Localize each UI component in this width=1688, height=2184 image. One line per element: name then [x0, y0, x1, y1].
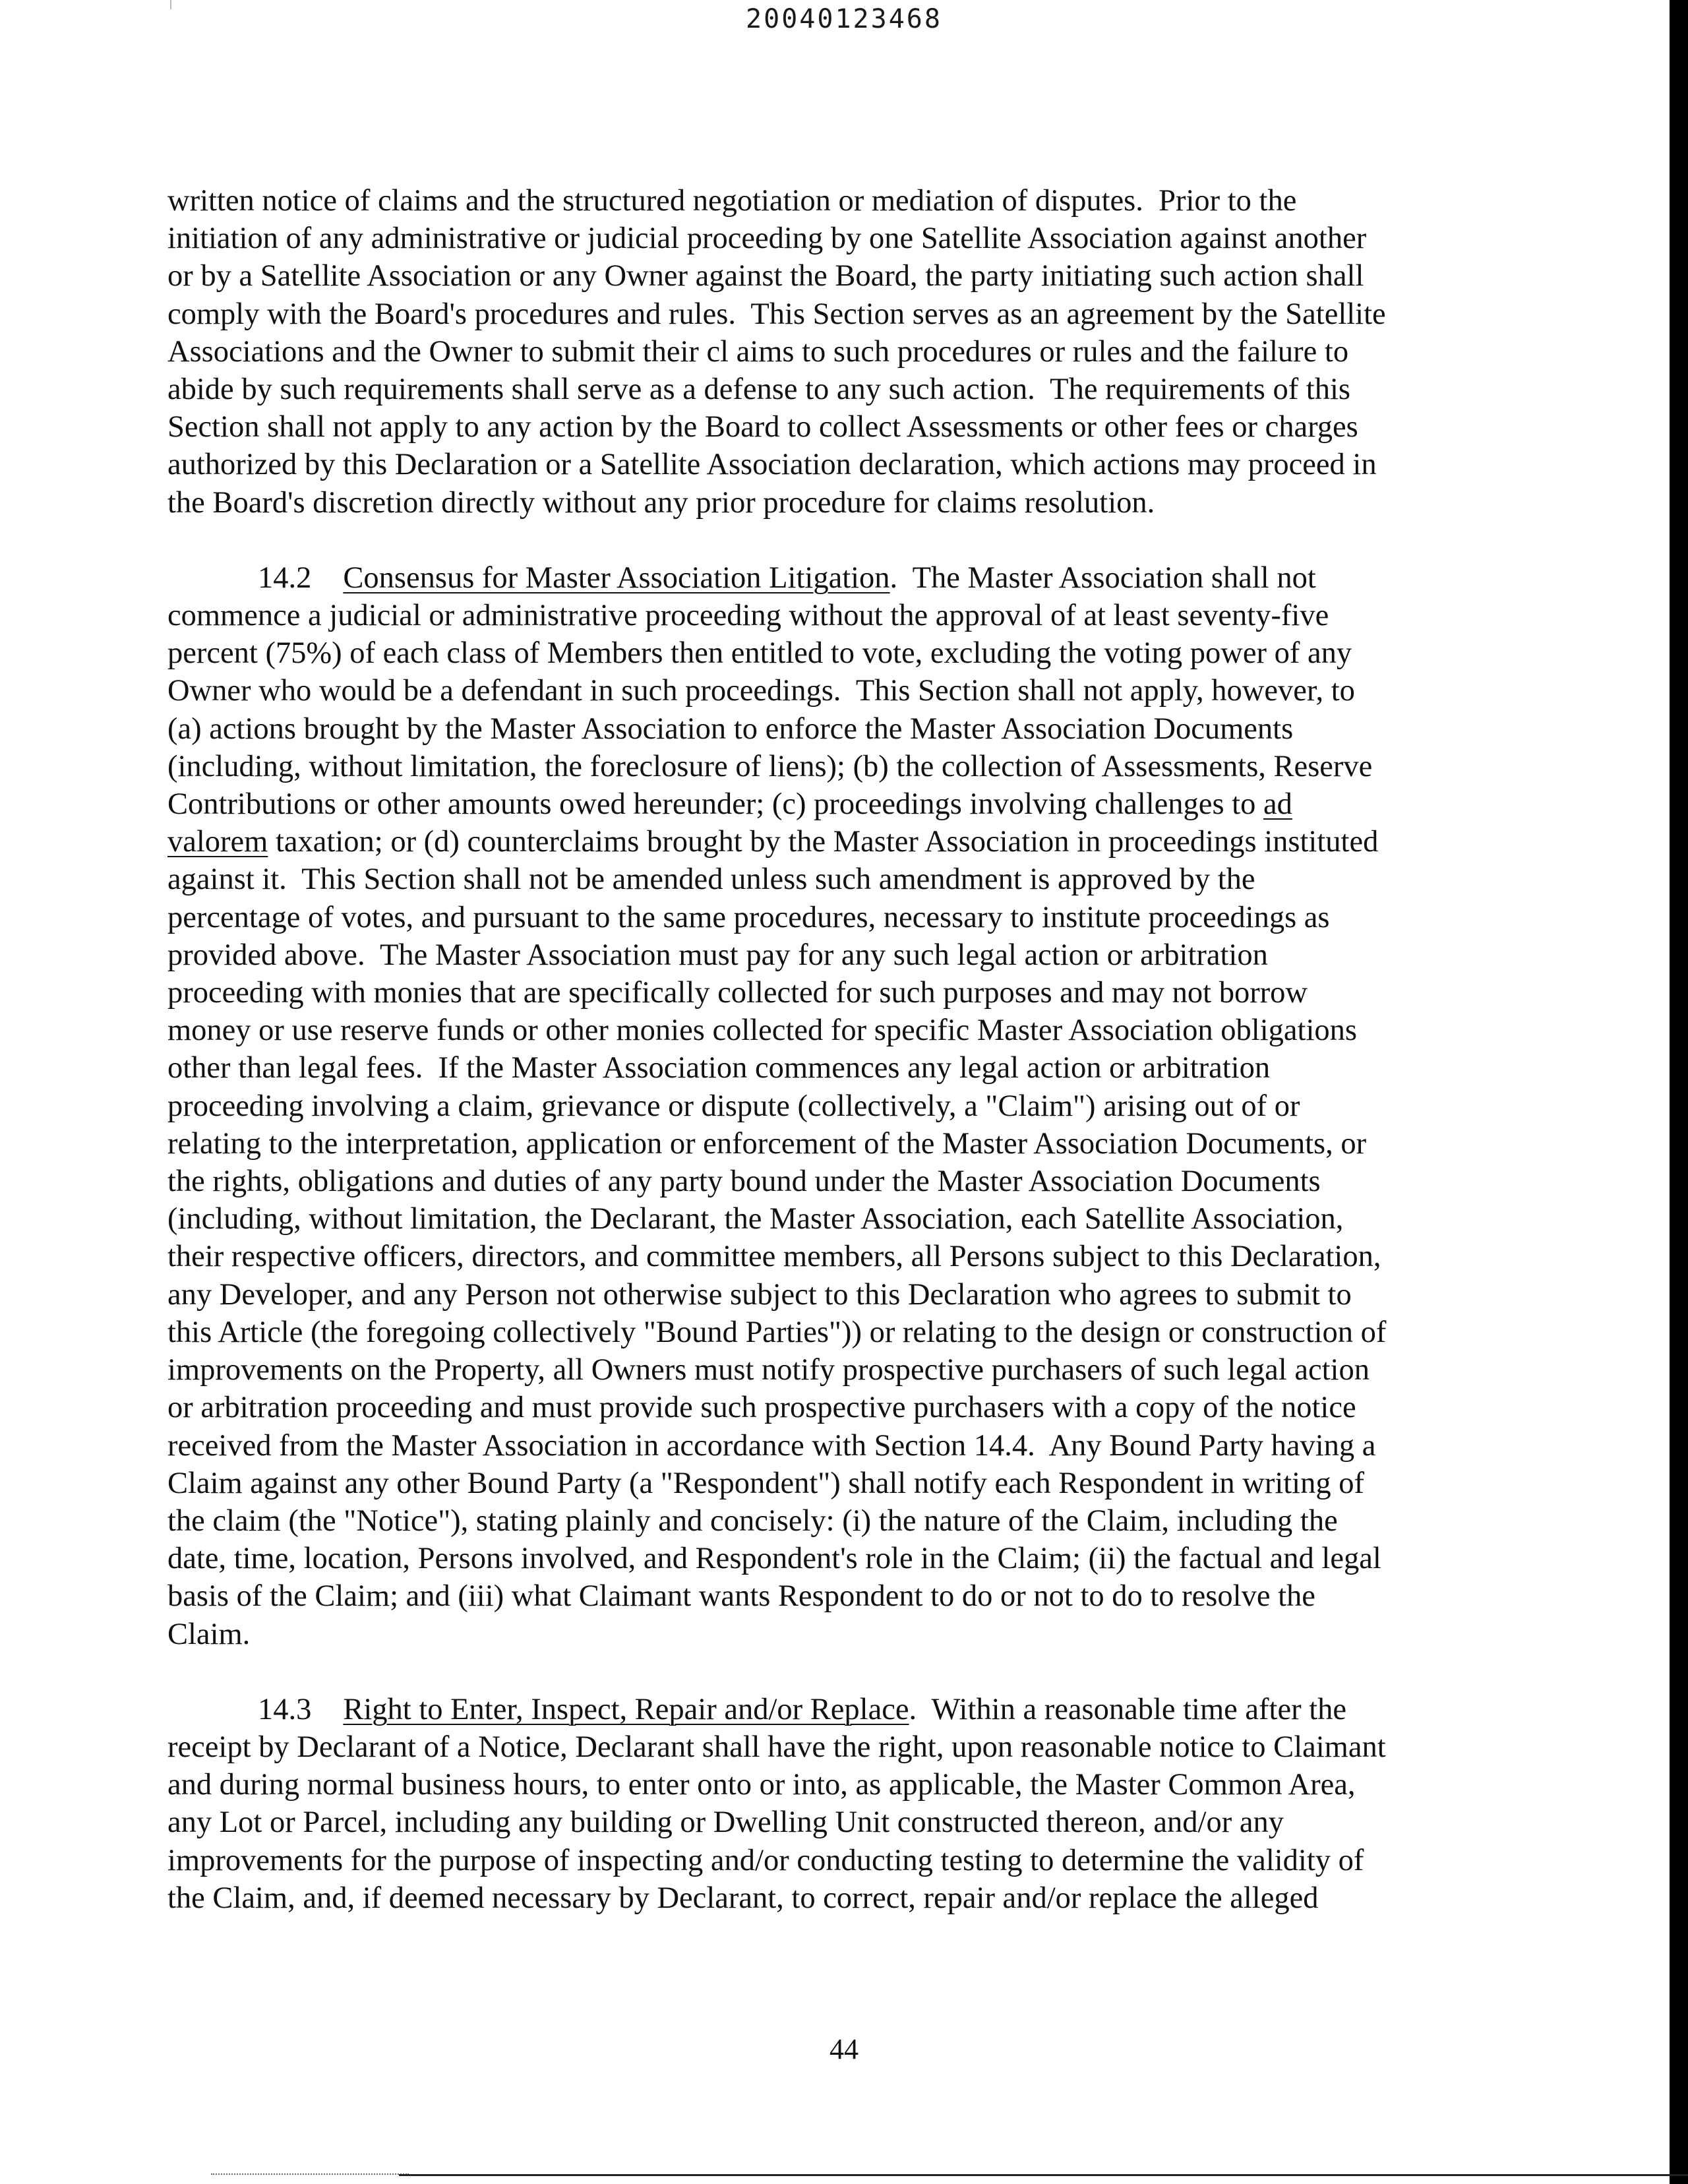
- scan-artifact-dots: [211, 2173, 409, 2177]
- text-line: or by a Satellite Association or any Owner against the Board, the party initiating such action shall: [167, 259, 1364, 293]
- text-line: improvements for the purpose of inspecting and/or conducting testing to determine the validity of: [167, 1843, 1364, 1877]
- text-line: any Lot or Parcel, including any building or Dwelling Unit constructed thereon, and/or any: [167, 1805, 1284, 1840]
- document-number: 20040123468: [746, 4, 942, 34]
- scan-edge-border: [1670, 0, 1688, 2184]
- section-first-line: [167, 559, 1493, 597]
- text-line: the Claim, and, if deemed necessary by Declarant, to correct, repair and/or replace the alleged: [167, 1881, 1319, 1915]
- text-line: basis of the Claim; and (iii) what Claimant wants Respondent to do or not to do to resolve the: [167, 1579, 1315, 1614]
- text-line: percentage of votes, and pursuant to the same procedures, necessary to institute proceedings as: [167, 900, 1330, 934]
- section-heading: Right to Enter, Inspect, Repair and/or Replace: [343, 1692, 909, 1726]
- section-heading: Consensus for Master Association Litigation: [343, 561, 890, 595]
- text-line: the rights, obligations and duties of any party bound under the Master Association Documents: [167, 1165, 1321, 1199]
- text-line: received from the Master Association in accordance with Section 14.4. Any Bound Party having a: [167, 1428, 1376, 1463]
- text-line: commence a judicial or administrative proceeding without the approval of at least seventy-five: [167, 599, 1329, 633]
- text-line: against it. This Section shall not be amended unless such amendment is approved by the: [167, 863, 1255, 897]
- text-line: comply with the Board's procedures and rules. This Section serves as an agreement by the Satellite: [167, 297, 1386, 331]
- text-line: money or use reserve funds or other monies collected for specific Master Association obligations: [167, 1014, 1357, 1048]
- text-line: percent (75%) of each class of Members then entitled to vote, excluding the voting power of any: [167, 636, 1352, 671]
- text-line: this Article (the foregoing collectively "Bound Parties")) or relating to the design or construction of: [167, 1315, 1387, 1349]
- section-14-2: [167, 559, 1493, 1653]
- page-number: 44: [829, 2033, 859, 2065]
- text-line: authorized by this Declaration or a Satellite Association declaration, which actions may proceed in: [167, 448, 1377, 482]
- section-number: 14.2: [258, 561, 312, 595]
- text-segment: Contributions or other amounts owed hereunder; (c) proceedings involving challenges to: [167, 787, 1263, 822]
- section-first-line: [167, 1691, 1493, 1728]
- text-line: proceeding involving a claim, grievance or dispute (collectively, a "Claim") arising out of or: [167, 1089, 1300, 1123]
- text-line: relating to the interpretation, application or enforcement of the Master Association Documents, or: [167, 1126, 1367, 1161]
- text-line: Claim.: [167, 1617, 251, 1651]
- section-14-3: [167, 1691, 1493, 1917]
- scan-bottom-line: [399, 2174, 1688, 2176]
- text-line: the claim (the "Notice"), stating plainly and concisely: (i) the nature of the Claim, including the: [167, 1503, 1338, 1538]
- text-line: (including, without limitation, the Declarant, the Master Association, each Satellite Association,: [167, 1202, 1344, 1236]
- text-line: receipt by Declarant of a Notice, Declarant shall have the right, upon reasonable notice to Claimant: [167, 1730, 1386, 1764]
- text-line: or arbitration proceeding and must provide such prospective purchasers with a copy of the notice: [167, 1391, 1356, 1425]
- text-line: other than legal fees. If the Master Association commences any legal action or arbitration: [167, 1051, 1271, 1085]
- text-line: improvements on the Property, all Owners must notify prospective purchasers of such legal action: [167, 1353, 1370, 1387]
- text-line: date, time, location, Persons involved, and Respondent's role in the Claim; (ii) the factual and legal: [167, 1542, 1381, 1576]
- text-line: [167, 823, 1493, 861]
- text-line: (including, without limitation, the foreclosure of liens); (b) the collection of Assessments, Reserve: [167, 749, 1373, 783]
- text-segment: taxation; or (d) counterclaims brought by the Master Association in proceedings instituted: [268, 825, 1379, 859]
- text-line: and during normal business hours, to enter onto or into, as applicable, the Master Common Area,: [167, 1768, 1356, 1802]
- text-line: abide by such requirements shall serve as a defense to any such action. The requirements of this: [167, 373, 1350, 407]
- text-line: Owner who would be a defendant in such proceedings. This Section shall not apply, however, to: [167, 674, 1355, 708]
- text-line: provided above. The Master Association must pay for any such legal action or arbitration: [167, 938, 1268, 972]
- text-line: the Board's discretion directly without any prior procedure for claims resolution.: [167, 485, 1155, 520]
- paragraph-continuation: [167, 182, 1493, 522]
- section-number: 14.3: [258, 1692, 312, 1726]
- text-line: proceeding with monies that are specifically collected for such purposes and may not borrow: [167, 976, 1308, 1010]
- text-line: [167, 785, 1493, 823]
- text-line: Section shall not apply to any action by the Board to collect Assessments or other fees or charges: [167, 410, 1358, 444]
- text-line: any Developer, and any Person not otherwise subject to this Declaration who agrees to submit to: [167, 1277, 1352, 1312]
- text-line: (a) actions brought by the Master Association to enforce the Master Association Documents: [167, 712, 1294, 746]
- text-line: initiation of any administrative or judicial proceeding by one Satellite Association against another: [167, 222, 1367, 256]
- text-line: their respective officers, directors, and committee members, all Persons subject to this Declaration,: [167, 1240, 1381, 1274]
- section-first-line-rest: . The Master Association shall not: [889, 561, 1316, 595]
- underlined-term: valorem: [167, 825, 268, 859]
- text-line: written notice of claims and the structured negotiation or mediation of disputes. Prior to the: [167, 184, 1297, 218]
- section-first-line-rest: . Within a reasonable time after the: [909, 1692, 1347, 1726]
- text-line: Claim against any other Bound Party (a "Respondent") shall notify each Respondent in writing of: [167, 1466, 1364, 1500]
- text-line: Associations and the Owner to submit their cl aims to such procedures or rules and the failure to: [167, 334, 1349, 369]
- underlined-term: ad: [1263, 787, 1292, 822]
- document-body: [167, 182, 1493, 1917]
